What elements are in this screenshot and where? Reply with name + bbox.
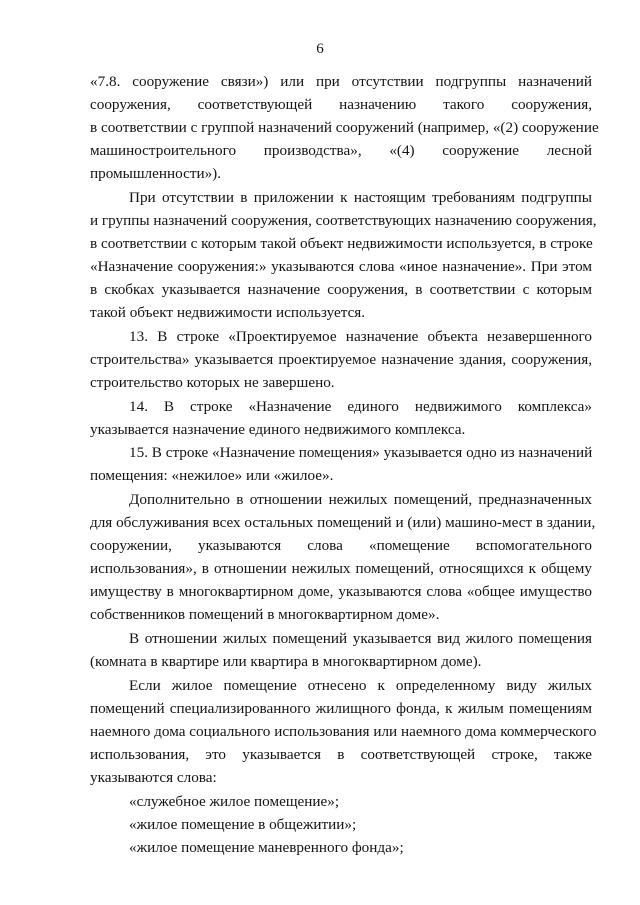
list-item: «служебное жилое помещение»; [129, 793, 340, 810]
text-line: в скобках указывается назначение сооружения, в соответствии с которым [90, 281, 592, 298]
paragraph-first-line: Дополнительно в отношении нежилых помещений, предназначенных [129, 491, 592, 508]
paragraph-first-line: 15. В строке «Назначение помещения» указывается одно из назначений [129, 444, 593, 461]
text-line: сооружения, соответствующей назначению такого сооружения, [90, 96, 592, 113]
text-line: строительство которых не завершено. [90, 374, 335, 391]
text-line: такой объект недвижимости используется. [90, 304, 366, 321]
page-number: 6 [316, 41, 324, 57]
paragraph-first-line: 14. В строке «Назначение единого недвижимого комплекса» [129, 398, 592, 415]
paragraph-first-line: В отношении жилых помещений указывается вид жилого помещения [129, 630, 592, 647]
text-line: «7.8. сооружение связи») или при отсутствии подгруппы назначений [90, 73, 592, 90]
text-line: использования», в отношении нежилых помещений, относящихся к общему [90, 560, 592, 577]
text-line: собственников помещений в многоквартирном доме». [90, 606, 440, 623]
paragraph-first-line: Если жилое помещение отнесено к определенному виду жилых [129, 677, 592, 694]
text-line: наемного дома социального использования или наемного дома коммерческого [90, 723, 597, 740]
text-line: указываются слова: [90, 769, 217, 786]
text-line: в соответствии с которым такой объект недвижимости используется, в строке [90, 235, 593, 252]
text-line: и группы назначений сооружения, соответствующих назначению сооружения, [90, 212, 597, 229]
paragraph-first-line: 13. В строке «Проектируемое назначение объекта незавершенного [129, 328, 592, 345]
text-line: машиностроительного производства», «(4) сооружение лесной [90, 142, 592, 159]
text-line: «Назначение сооружения:» указываются слова «иное назначение». При этом [90, 258, 592, 275]
text-line: в соответствии с группой назначений сооружений (например, «(2) сооружение [90, 119, 599, 136]
text-line: использования, это указывается в соответствующей строке, также [90, 746, 592, 763]
list-item: «жилое помещение в общежитии»; [129, 816, 357, 833]
text-line: помещений специализированного жилищного фонда, к жилым помещениям [90, 700, 592, 717]
text-line: имуществу в многоквартирном доме, указываются слова «общее имущество [90, 583, 592, 600]
text-line: помещения: «нежилое» или «жилое». [90, 467, 334, 484]
text-line: сооружении, указываются слова «помещение вспомогательного [90, 537, 592, 554]
text-line: (комната в квартире или квартира в многоквартирном доме). [90, 653, 482, 670]
text-line: промышленности»). [90, 165, 222, 182]
text-line: для обслуживания всех остальных помещений и (или) машино-мест в здании, [90, 514, 596, 531]
text-line: строительства» указывается проектируемое назначение здания, сооружения, [90, 351, 592, 368]
text-line: указывается назначение единого недвижимого комплекса. [90, 421, 466, 438]
paragraph-first-line: При отсутствии в приложении к настоящим требованиям подгруппы [129, 189, 592, 206]
list-item: «жилое помещение маневренного фонда»; [129, 839, 404, 856]
